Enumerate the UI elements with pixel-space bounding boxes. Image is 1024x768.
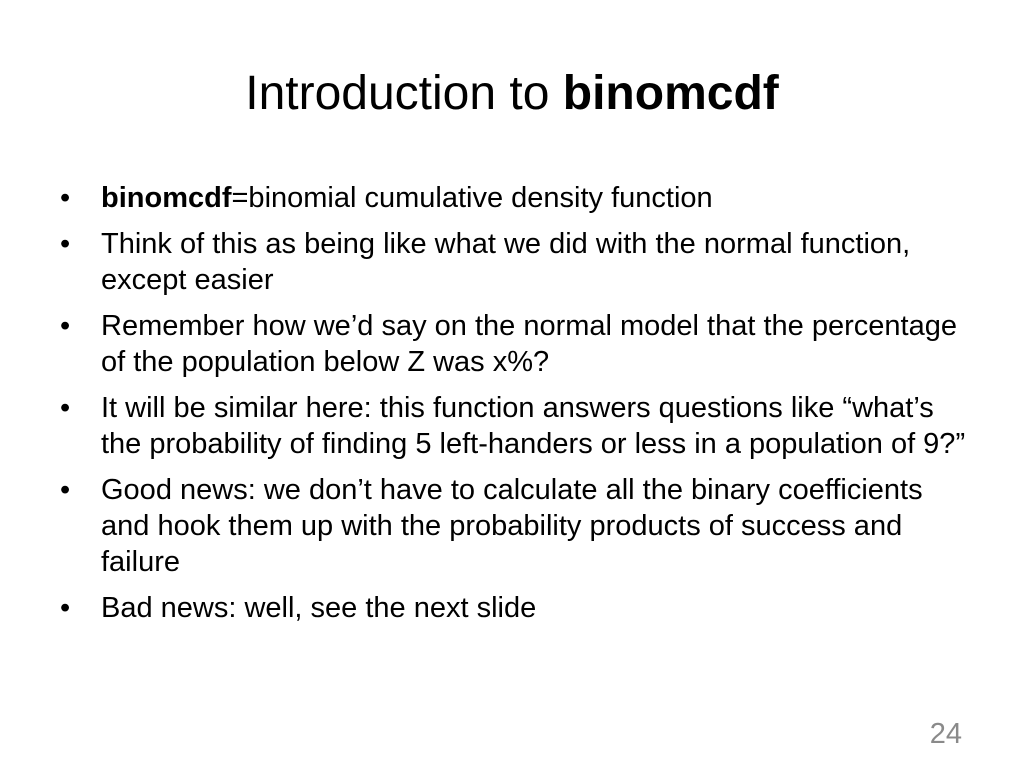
bullet-item bbox=[58, 226, 978, 298]
bullet-text: =binomial cumulative density function bbox=[231, 182, 713, 214]
bullet-item bbox=[58, 590, 978, 626]
slide-title-regular: Introduction to bbox=[245, 67, 563, 120]
bullet-item bbox=[58, 390, 978, 462]
bullet-dot: • bbox=[60, 392, 71, 424]
bullet-item bbox=[58, 472, 978, 580]
bullet-dot: • bbox=[60, 474, 71, 506]
bullet-dot: • bbox=[60, 182, 71, 214]
bullet-text: Remember how we’d say on the normal model that the percentage of the population below Z was x%? bbox=[101, 310, 957, 378]
bullet-dot: • bbox=[60, 592, 71, 624]
slide-title bbox=[0, 62, 1024, 126]
bullet-text: Bad news: well, see the next slide bbox=[101, 592, 537, 624]
bullet-item bbox=[58, 180, 978, 216]
bullet-text: Think of this as being like what we did with the normal function, except easier bbox=[101, 228, 911, 296]
bullet-text: It will be similar here: this function answers questions like “what’s the probability of finding 5 left-handers or less in a population of 9?” bbox=[101, 392, 966, 460]
bullet-item bbox=[58, 308, 978, 380]
bullet-dot: • bbox=[60, 310, 71, 342]
bullet-text: Good news: we don’t have to calculate all the binary coefficients and hook them up with the probability products of success and failure bbox=[101, 474, 923, 578]
bullet-dot: • bbox=[60, 228, 71, 260]
slide-title-bold: binomcdf bbox=[562, 67, 779, 120]
bullet-list bbox=[58, 180, 978, 636]
bullet-bold-term: binomcdf bbox=[101, 182, 232, 214]
page-number: 24 bbox=[929, 718, 962, 750]
